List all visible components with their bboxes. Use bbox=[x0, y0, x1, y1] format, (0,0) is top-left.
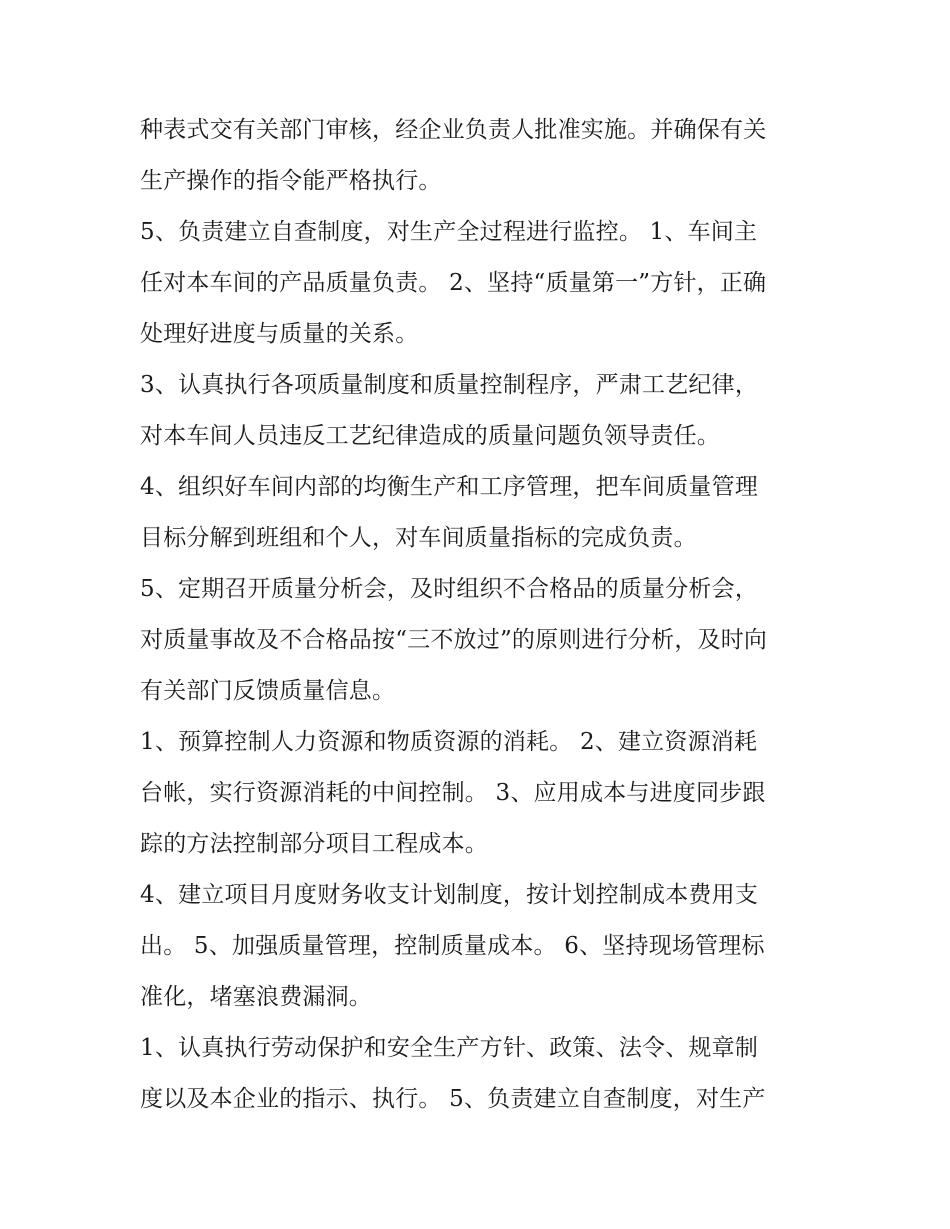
text-line: 对质量事故及不合格品按“三不放过”的原则进行分析，及时向 bbox=[140, 627, 768, 653]
text-line: 度以及本企业的指示、执行。 5、负责建立自查制度，对生产 bbox=[140, 1086, 766, 1112]
text-line: 台帐，实行资源消耗的中间控制。 3、应用成本与进度同步跟 bbox=[140, 780, 766, 806]
document-body bbox=[140, 105, 830, 1125]
text-line: 出。 5、加强质量管理，控制质量成本。 6、坚持现场管理标 bbox=[140, 933, 765, 959]
text-line: 1、预算控制人力资源和物质资源的消耗。 2、建立资源消耗 bbox=[140, 729, 758, 755]
text-line: 种表式交有关部门审核，经企业负责人批准实施。并确保有关 bbox=[140, 117, 767, 143]
text-line: 处理好进度与质量的关系。 bbox=[140, 321, 419, 347]
text-line: 5、定期召开质量分析会，及时组织不合格品的质量分析会， bbox=[140, 576, 759, 602]
text-line: 1、认真执行劳动保护和安全生产方针、政策、法令、规章制 bbox=[140, 1035, 759, 1061]
text-line: 4、组织好车间内部的均衡生产和工序管理，把车间质量管理 bbox=[140, 474, 759, 500]
text-line: 踪的方法控制部分项目工程成本。 bbox=[140, 831, 488, 857]
text-line: 有关部门反馈质量信息。 bbox=[140, 678, 396, 704]
text-line: 目标分解到班组和个人，对车间质量指标的完成负责。 bbox=[140, 525, 697, 551]
text-line: 生产操作的指令能严格执行。 bbox=[140, 168, 442, 194]
text-line: 3、认真执行各项质量制度和质量控制程序，严肃工艺纪律， bbox=[140, 372, 759, 398]
text-line: 对本车间人员违反工艺纪律造成的质量问题负领导责任。 bbox=[140, 423, 720, 449]
text-line: 4、建立项目月度财务收支计划制度，按计划控制成本费用支 bbox=[140, 882, 759, 908]
text-line: 任对本车间的产品质量负责。 2、坚持“质量第一”方针，正确 bbox=[140, 270, 767, 296]
text-line: 5、负责建立自查制度，对生产全过程进行监控。 1、车间主 bbox=[140, 219, 758, 245]
text-line: 准化，堵塞浪费漏洞。 bbox=[140, 984, 372, 1010]
